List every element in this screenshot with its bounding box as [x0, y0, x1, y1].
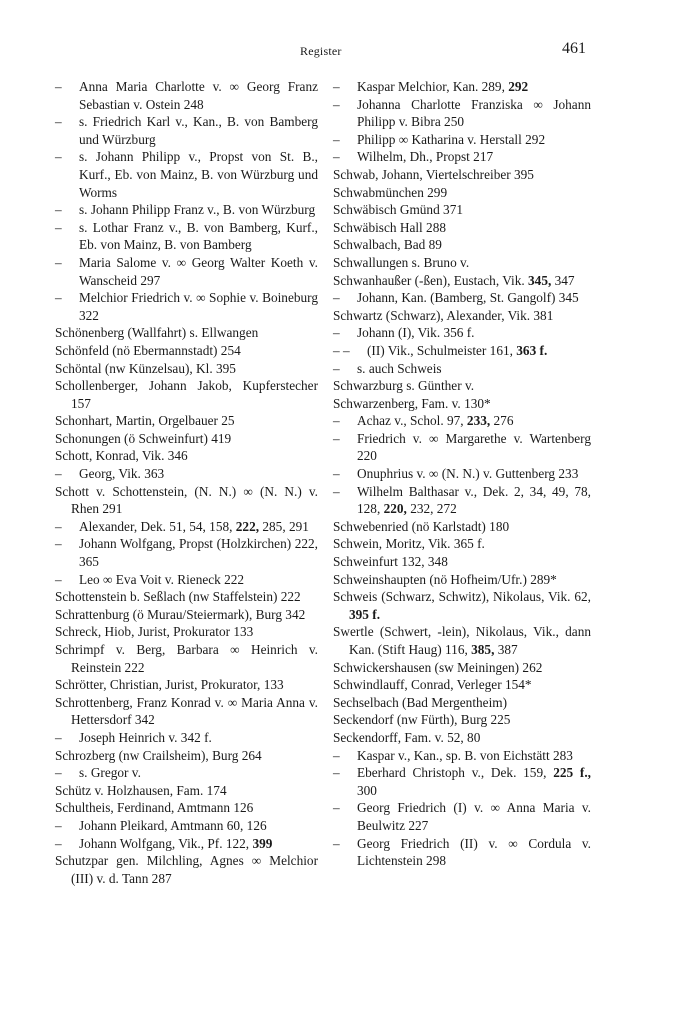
entry-text: Seckendorff, Fam. v. 52, 80 [333, 729, 481, 745]
index-entry [333, 324, 591, 342]
entry-text: Schrozberg (nw Crailsheim), Burg 264 [55, 747, 262, 763]
entry-text: Schönenberg (Wallfahrt) s. Ellwangen [55, 325, 259, 341]
sub-entry-dash: – [55, 114, 62, 130]
entry-text: Maria Salome v. ∞ Georg Walter Koeth v. Wanscheid 297 [79, 254, 318, 288]
sub-entry-dash: – [333, 79, 340, 94]
entry-text: Eberhard Christoph v., Dek. 159, [357, 765, 554, 781]
index-entry [333, 307, 591, 325]
entry-text: Schott v. Schottenstein, (N. N.) ∞ (N. N.) v. Rhen 291 [55, 483, 318, 517]
sub-entry-dash: – [55, 202, 62, 218]
entry-text: Georg Friedrich (I) v. ∞ Anna Maria v. Beulwitz 227 [357, 800, 591, 833]
sub-entry-dash: – [333, 149, 340, 165]
entry-text: Schweis (Schwarz, Schwitz), Nikolaus, Vik. 62, [333, 589, 591, 605]
sub-entry-dash: – [55, 536, 62, 552]
sub-entry-dash: – [55, 518, 62, 534]
entry-text: Wilhelm Balthasar v., Dek. 2, 34, 49, 78, 128, [357, 483, 591, 517]
index-entry [55, 782, 318, 800]
index-entry [333, 694, 591, 712]
entry-main-reference: 385, [471, 642, 495, 657]
entry-text: Schwäbisch Gmünd 371 [333, 202, 464, 218]
index-entry [55, 747, 318, 765]
entry-text: Schrattenburg (ö Murau/Steiermark), Burg 342 [55, 606, 306, 622]
entry-text: Johann Wolfgang, Vik., Pf. 122, [79, 835, 253, 851]
sub-entry-dash: – [55, 571, 62, 587]
entry-text: Georg Friedrich (II) v. ∞ Cordula v. Lichtenstein 298 [357, 835, 591, 869]
sub-entry-dash: – [333, 800, 340, 816]
index-entry [333, 254, 591, 272]
entry-text: Sechselbach (Bad Mergentheim) [333, 694, 508, 710]
sub-entry-dash: – [333, 360, 340, 376]
index-entry [55, 377, 318, 412]
index-entry [333, 764, 591, 799]
index-entry [333, 166, 591, 184]
index-entry [55, 201, 318, 219]
sub-entry-dash: – – [333, 342, 350, 358]
index-entry [55, 606, 318, 624]
index-entry [55, 78, 318, 113]
sub-entry-dash: – [333, 413, 340, 429]
entry-text: 232, 272 [406, 501, 457, 517]
sub-entry-dash: – [333, 483, 340, 499]
index-entry [55, 764, 318, 782]
index-entry [55, 254, 318, 289]
index-entry [55, 483, 318, 518]
sub-entry-dash: – [55, 729, 62, 745]
sub-entry-dash: – [55, 149, 62, 165]
index-entry [333, 236, 591, 254]
index-entry [55, 641, 318, 676]
index-entry [333, 676, 591, 694]
entry-text: Johann Wolfgang, Propst (Holzkirchen) 222, 365 [79, 536, 318, 570]
sub-entry-dash: – [333, 131, 340, 147]
index-entry [55, 113, 318, 148]
entry-text: Schrötter, Christian, Jurist, Prokurator, 133 [55, 677, 284, 693]
index-entry [333, 729, 591, 747]
index-entry [333, 219, 591, 237]
page-header [0, 40, 700, 62]
entry-text: (II) Vik., Schulmeister 161, [367, 342, 517, 358]
index-entry [333, 483, 591, 518]
sub-entry-dash: – [55, 79, 62, 94]
entry-text: 347 [551, 272, 575, 288]
sub-entry-dash: – [333, 290, 340, 306]
index-entry [333, 747, 591, 765]
entry-text: s. Friedrich Karl v., Kan., B. von Bamberg und Würzburg [79, 114, 318, 147]
entry-text: Schwäbisch Hall 288 [333, 219, 447, 235]
sub-entry-dash: – [333, 747, 340, 763]
index-entry [55, 817, 318, 835]
entry-text: Friedrich v. ∞ Margarethe v. Wartenberg 220 [357, 430, 591, 464]
entry-text: Georg, Vik. 363 [79, 466, 165, 482]
entry-text: Melchior Friedrich v. ∞ Sophie v. Boineburg 322 [79, 290, 318, 323]
index-entry [55, 518, 318, 536]
entry-text: Leo ∞ Eva Voit v. Rieneck 222 [79, 571, 245, 587]
index-entry [55, 447, 318, 465]
entry-text: Schott, Konrad, Vik. 346 [55, 448, 188, 464]
entry-text: Schwickershausen (sw Meiningen) 262 [333, 659, 543, 675]
entry-text: Schollenberger, Johann Jakob, Kupferstecher 157 [55, 378, 318, 411]
index-entry [55, 465, 318, 483]
entry-text: s. auch Schweis [357, 360, 442, 376]
entry-text: Schwein, Moritz, Vik. 365 f. [333, 536, 485, 552]
entry-text: Schrimpf v. Berg, Barbara ∞ Heinrich v. Reinstein 222 [55, 642, 318, 675]
index-entry [333, 131, 591, 149]
index-entry [333, 184, 591, 202]
entry-main-reference: 225 f., [553, 765, 591, 781]
index-entry [55, 430, 318, 448]
entry-text: Schwarzenberg, Fam. v. 130* [333, 395, 491, 411]
entry-text: Schonhart, Martin, Orgelbauer 25 [55, 413, 235, 429]
sub-entry-dash: – [55, 254, 62, 270]
index-entry [55, 729, 318, 747]
index-entry [333, 430, 591, 465]
sub-entry-dash: – [333, 765, 340, 781]
entry-text: Schweinfurt 132, 348 [333, 554, 448, 570]
entry-main-reference: 345, [528, 272, 552, 288]
entry-text: Schwarzburg s. Günther v. [333, 378, 475, 394]
index-entry [55, 799, 318, 817]
sub-entry-dash: – [333, 430, 340, 446]
sub-entry-dash: – [55, 290, 62, 306]
index-entry [55, 835, 318, 853]
index-entry [55, 324, 318, 342]
entry-main-reference: 395 f. [349, 606, 381, 622]
index-entry [333, 360, 591, 378]
index-entry [55, 694, 318, 729]
entry-text: Schwallungen s. Bruno v. [333, 254, 470, 270]
entry-text: Philipp ∞ Katharina v. Herstall 292 [357, 131, 546, 147]
entry-text: Kaspar v., Kan., sp. B. von Eichstätt 283 [357, 747, 573, 763]
entry-main-reference: 220, [383, 501, 407, 517]
index-column-right [333, 78, 591, 870]
index-entry [333, 272, 591, 290]
entry-text: Schultheis, Ferdinand, Amtmann 126 [55, 800, 254, 816]
entry-text: Schwabmünchen 299 [333, 184, 448, 200]
running-title: Register [300, 44, 342, 58]
entry-main-reference: 292 [508, 79, 529, 94]
index-entry [333, 78, 591, 96]
index-entry [333, 535, 591, 553]
entry-text: Schrottenberg, Franz Konrad v. ∞ Maria Anna v. Hettersdorf 342 [55, 694, 318, 728]
index-entry [55, 342, 318, 360]
entry-text: Schwanhaußer (-ßen), Eustach, Vik. [333, 272, 529, 288]
index-entry [55, 412, 318, 430]
index-entry [333, 588, 591, 623]
entry-text: Swertle (Schwert, -lein), Nikolaus, Vik., dann Kan. (Stift Haug) 116, [333, 624, 591, 657]
entry-text: Seckendorf (nw Fürth), Burg 225 [333, 712, 511, 728]
sub-entry-dash: – [333, 466, 340, 482]
entry-text: s. Gregor v. [79, 765, 141, 781]
index-entry [55, 623, 318, 641]
entry-text: Schütz v. Holzhausen, Fam. 174 [55, 782, 227, 798]
entry-text: Anna Maria Charlotte v. ∞ Georg Franz Sebastian v. Ostein 248 [79, 79, 318, 112]
entry-text: s. Lothar Franz v., B. von Bamberg, Kurf., Eb. von Mainz, B. von Bamberg [79, 219, 318, 253]
entry-main-reference: 363 f. [516, 342, 548, 358]
entry-text: s. Johann Philipp v., Propst von St. B., Kurf., Eb. von Mainz, B. von Würzburg und Worms [79, 149, 318, 200]
index-entry [333, 623, 591, 658]
entry-text: Achaz v., Schol. 97, [357, 413, 467, 429]
index-entry [55, 148, 318, 201]
page-number: 461 [562, 40, 586, 57]
entry-text: 387 [494, 642, 518, 657]
index-entry [333, 342, 591, 360]
entry-text: Schöntal (nw Künzelsau), Kl. 395 [55, 360, 236, 376]
entry-text: Schonungen (ö Schweinfurt) 419 [55, 430, 232, 446]
index-entry [333, 465, 591, 483]
index-entry [333, 377, 591, 395]
entry-text: Schwartz (Schwarz), Alexander, Vik. 381 [333, 307, 554, 323]
index-entry [55, 588, 318, 606]
entry-text: Schönfeld (nö Ebermannstadt) 254 [55, 342, 241, 358]
index-entry [333, 571, 591, 589]
index-entry [333, 659, 591, 677]
sub-entry-dash: – [55, 466, 62, 482]
index-entry [333, 518, 591, 536]
entry-main-reference: 233, [466, 413, 491, 429]
index-entry [55, 535, 318, 570]
index-entry [333, 412, 591, 430]
entry-text: s. Johann Philipp Franz v., B. von Würzburg [79, 202, 316, 218]
entry-text: 285, 291 [259, 518, 309, 534]
index-entry [333, 799, 591, 834]
sub-entry-dash: – [55, 817, 62, 833]
index-entry [55, 676, 318, 694]
index-column-left [55, 78, 318, 887]
index-entry [55, 360, 318, 378]
index-entry [333, 96, 591, 131]
entry-text: Johann (I), Vik. 356 f. [357, 325, 475, 341]
entry-main-reference: 399 [252, 835, 273, 851]
index-entry [333, 553, 591, 571]
entry-text: Schreck, Hiob, Jurist, Prokurator 133 [55, 624, 254, 640]
entry-text: Schweinshaupten (nö Hofheim/Ufr.) 289* [333, 571, 557, 587]
index-entry [55, 219, 318, 254]
entry-text: Kaspar Melchior, Kan. 289, [357, 79, 509, 94]
sub-entry-dash: – [55, 835, 62, 851]
entry-text: Schwalbach, Bad 89 [333, 237, 442, 253]
index-entry [333, 711, 591, 729]
entry-text: Schwindlauff, Conrad, Verleger 154* [333, 677, 532, 693]
entry-text: Johanna Charlotte Franziska ∞ Johann Philipp v. Bibra 250 [357, 96, 591, 130]
index-entry [55, 289, 318, 324]
sub-entry-dash: – [55, 765, 62, 781]
entry-text: Onuphrius v. ∞ (N. N.) v. Guttenberg 233 [357, 466, 579, 482]
index-entry [333, 289, 591, 307]
index-entry [333, 395, 591, 413]
entry-main-reference: 222, [235, 518, 260, 534]
entry-text: Schwebenried (nö Karlstadt) 180 [333, 518, 510, 534]
index-entry [55, 852, 318, 887]
index-entry [333, 148, 591, 166]
entry-text: Schottenstein b. Seßlach (nw Staffelstein) 222 [55, 589, 301, 605]
index-entry [55, 571, 318, 589]
sub-entry-dash: – [55, 219, 62, 235]
entry-text: Alexander, Dek. 51, 54, 158, [79, 518, 236, 534]
index-entry [333, 201, 591, 219]
entry-text: Schwab, Johann, Viertelschreiber 395 [333, 166, 534, 182]
index-entry [333, 835, 591, 870]
entry-text: Johann, Kan. (Bamberg, St. Gangolf) 345 [357, 290, 579, 306]
sub-entry-dash: – [333, 325, 340, 341]
sub-entry-dash: – [333, 96, 340, 112]
entry-text: 300 [357, 782, 377, 798]
sub-entry-dash: – [333, 835, 340, 851]
entry-text: 276 [490, 413, 514, 429]
entry-text: Wilhelm, Dh., Propst 217 [357, 149, 494, 165]
entry-text: Schutzpar gen. Milchling, Agnes ∞ Melchior (III) v. d. Tann 287 [55, 853, 318, 886]
entry-text: Joseph Heinrich v. 342 f. [79, 729, 212, 745]
entry-text: Johann Pleikard, Amtmann 60, 126 [79, 817, 267, 833]
